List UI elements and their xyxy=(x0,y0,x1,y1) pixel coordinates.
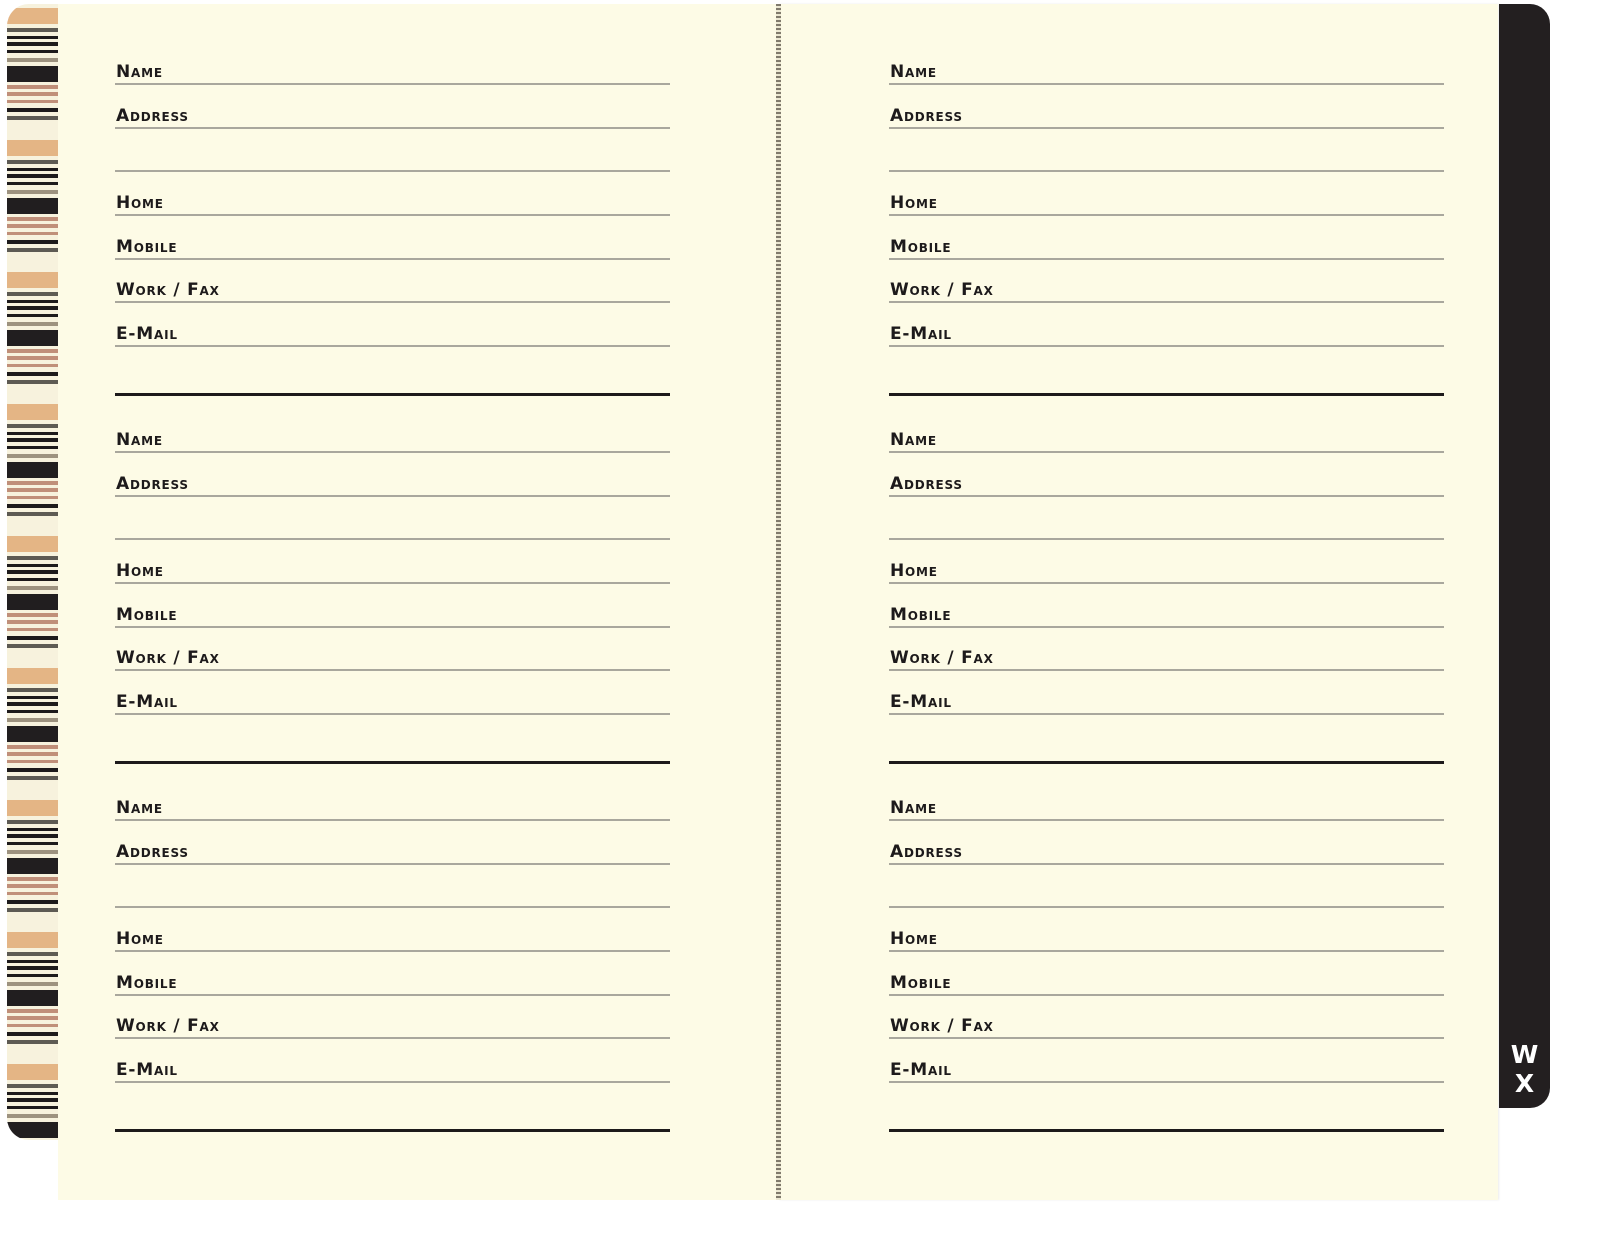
home-label: Home xyxy=(116,193,164,213)
name-field[interactable] xyxy=(115,430,670,453)
home-field[interactable] xyxy=(115,561,670,584)
mobile-label: Mobile xyxy=(116,237,178,257)
work-fax-label: Work / Fax xyxy=(116,280,220,300)
address-line-2-field[interactable] xyxy=(889,149,1444,172)
email-label: E-Mail xyxy=(116,692,178,712)
mobile-label: Mobile xyxy=(116,605,178,625)
spiral-binding-spine xyxy=(7,4,60,1140)
address-line-2-field[interactable] xyxy=(889,885,1444,908)
left-address-entry xyxy=(115,62,670,430)
alphabet-index-tab[interactable] xyxy=(1499,4,1550,1108)
mobile-field[interactable] xyxy=(889,973,1444,996)
right-address-entry xyxy=(889,798,1444,1166)
email-label: E-Mail xyxy=(890,692,952,712)
mobile-label: Mobile xyxy=(890,605,952,625)
home-label: Home xyxy=(116,561,164,581)
home-field[interactable] xyxy=(889,929,1444,952)
name-label: Name xyxy=(890,62,937,82)
right-address-entry xyxy=(889,430,1444,798)
page-gutter xyxy=(776,4,781,1200)
mobile-label: Mobile xyxy=(890,973,952,993)
mobile-field[interactable] xyxy=(115,237,670,260)
name-label: Name xyxy=(116,62,163,82)
home-label: Home xyxy=(890,929,938,949)
address-field[interactable] xyxy=(115,474,670,497)
home-label: Home xyxy=(890,561,938,581)
email-label: E-Mail xyxy=(116,324,178,344)
work-fax-field[interactable] xyxy=(115,1016,670,1039)
work-fax-label: Work / Fax xyxy=(890,280,994,300)
index-tab-letters xyxy=(1499,1040,1550,1098)
mobile-field[interactable] xyxy=(889,605,1444,628)
mobile-field[interactable] xyxy=(889,237,1444,260)
home-field[interactable] xyxy=(889,193,1444,216)
email-label: E-Mail xyxy=(890,324,952,344)
work-fax-label: Work / Fax xyxy=(890,1016,994,1036)
work-fax-label: Work / Fax xyxy=(116,1016,220,1036)
address-line-2-field[interactable] xyxy=(889,517,1444,540)
work-fax-label: Work / Fax xyxy=(116,648,220,668)
address-field[interactable] xyxy=(889,474,1444,497)
home-field[interactable] xyxy=(889,561,1444,584)
email-field[interactable] xyxy=(889,692,1444,715)
name-label: Name xyxy=(890,430,937,450)
address-field[interactable] xyxy=(889,106,1444,129)
right-address-entry xyxy=(889,62,1444,430)
home-label: Home xyxy=(116,929,164,949)
address-label: Address xyxy=(890,106,963,126)
work-fax-field[interactable] xyxy=(889,280,1444,303)
name-field[interactable] xyxy=(889,430,1444,453)
address-label: Address xyxy=(116,106,189,126)
mobile-field[interactable] xyxy=(115,605,670,628)
email-field[interactable] xyxy=(115,692,670,715)
mobile-field[interactable] xyxy=(115,973,670,996)
mobile-label: Mobile xyxy=(890,237,952,257)
work-fax-field[interactable] xyxy=(115,648,670,671)
name-label: Name xyxy=(116,798,163,818)
home-field[interactable] xyxy=(115,929,670,952)
email-field[interactable] xyxy=(889,324,1444,347)
name-label: Name xyxy=(116,430,163,450)
index-letter-w: W xyxy=(1510,1040,1539,1069)
entry-divider xyxy=(115,761,670,764)
address-field[interactable] xyxy=(115,842,670,865)
name-field[interactable] xyxy=(115,798,670,821)
entry-divider xyxy=(115,1129,670,1132)
email-field[interactable] xyxy=(115,324,670,347)
entry-divider xyxy=(115,393,670,396)
address-field[interactable] xyxy=(889,842,1444,865)
home-field[interactable] xyxy=(115,193,670,216)
email-field[interactable] xyxy=(889,1060,1444,1083)
address-label: Address xyxy=(890,474,963,494)
left-address-entry xyxy=(115,430,670,798)
work-fax-field[interactable] xyxy=(889,648,1444,671)
home-label: Home xyxy=(890,193,938,213)
name-field[interactable] xyxy=(889,798,1444,821)
work-fax-label: Work / Fax xyxy=(890,648,994,668)
email-label: E-Mail xyxy=(116,1060,178,1080)
email-label: E-Mail xyxy=(890,1060,952,1080)
name-field[interactable] xyxy=(889,62,1444,85)
left-address-entry xyxy=(115,798,670,1166)
address-line-2-field[interactable] xyxy=(115,885,670,908)
work-fax-field[interactable] xyxy=(115,280,670,303)
name-label: Name xyxy=(890,798,937,818)
entry-divider xyxy=(889,761,1444,764)
entry-divider xyxy=(889,393,1444,396)
address-label: Address xyxy=(890,842,963,862)
address-line-2-field[interactable] xyxy=(115,149,670,172)
name-field[interactable] xyxy=(115,62,670,85)
email-field[interactable] xyxy=(115,1060,670,1083)
address-line-2-field[interactable] xyxy=(115,517,670,540)
address-label: Address xyxy=(116,842,189,862)
entry-divider xyxy=(889,1129,1444,1132)
mobile-label: Mobile xyxy=(116,973,178,993)
index-letter-x: X xyxy=(1514,1069,1535,1098)
address-field[interactable] xyxy=(115,106,670,129)
work-fax-field[interactable] xyxy=(889,1016,1444,1039)
address-label: Address xyxy=(116,474,189,494)
